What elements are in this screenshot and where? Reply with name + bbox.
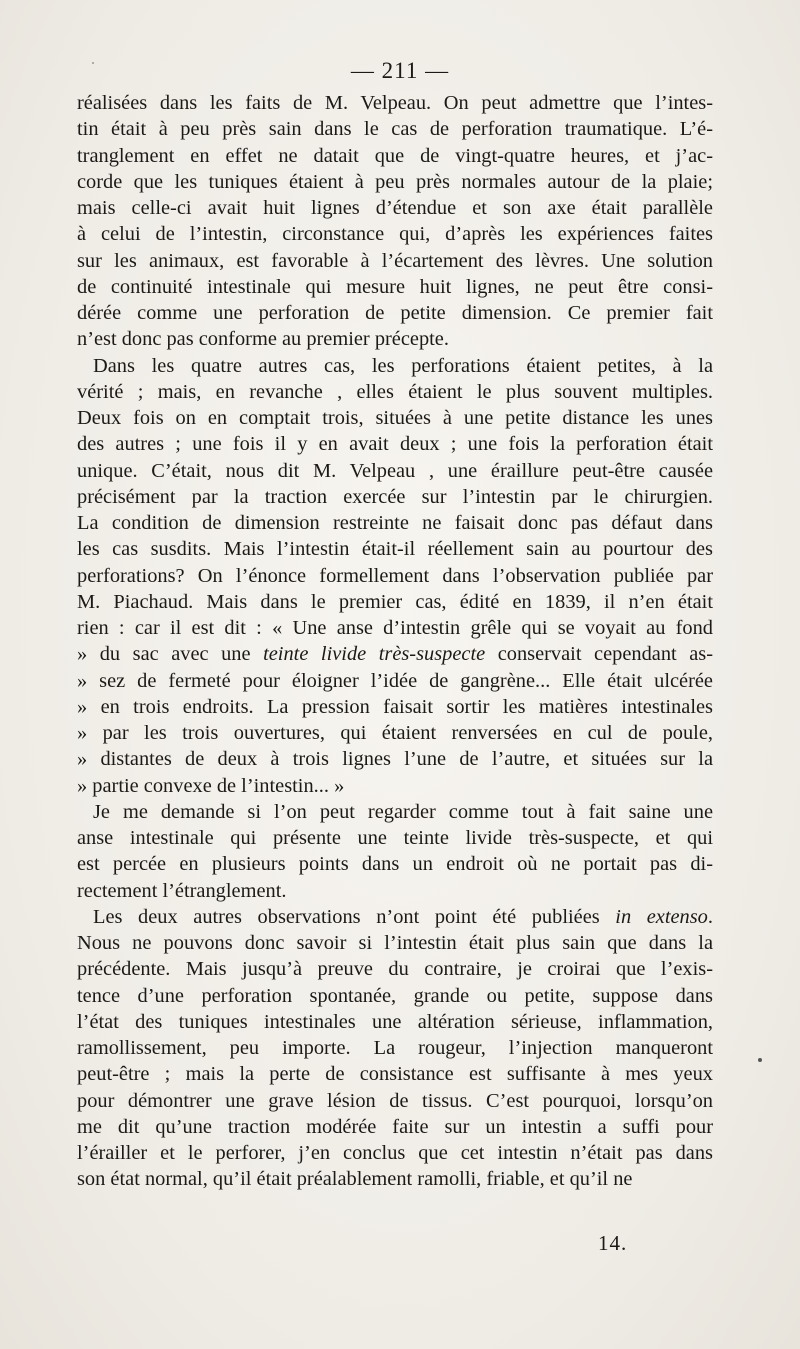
text-line: anse intestinale qui présente une teinte livide très-suspecte, et qui [77,827,713,849]
text-line: » partie convexe de l’intestin... » [77,774,345,797]
text-line: de continuité intestinale qui mesure huit lignes, ne peut être consi- [77,275,713,298]
text-line: dérée comme une perforation de petite dimension. Ce premier fait [77,302,713,324]
text-line: pour démontrer une grave lésion de tissus. C’est pourquoi, lorsqu’on [77,1089,713,1112]
text-line: son état normal, qu’il était préalablement ramolli, friable, et qu’il ne [77,1168,633,1191]
text-line: mais celle-ci avait huit lignes d’étendue et son axe était parallèle [77,197,713,219]
text-line: Dans les quatre autres cas, les perforations étaient petites, à la [93,354,713,377]
text-line: » par les trois ouvertures, qui étaient renversées en cul de poule, [77,722,713,744]
text-line: La condition de dimension restreinte ne faisait donc pas défaut dans [77,512,713,534]
text-line: rien : car il est dit : « Une anse d’intestin grêle qui se voyait au fond [77,617,713,639]
text-line: vérité ; mais, en revanche , elles étaient le plus souvent multiples. [77,380,713,403]
body-text [77,90,713,1193]
text-line: me dit qu’une traction modérée faite sur un intestin a suffi pour [77,1115,713,1138]
text-line: précédente. Mais jusqu’à preuve du contraire, je croirai que l’exis- [77,958,713,981]
text-line: » sez de fermeté pour éloigner l’idée de gangrène... Elle était ulcérée [77,669,713,692]
text-line: précisément par la traction exercée sur l’intestin par le chirurgien. [77,485,713,508]
text-line: Les deux autres observations n’ont point été publiées in extenso. [93,905,713,928]
text-line: l’état des tuniques intestinales une altération sérieuse, inflammation, [77,1010,713,1033]
text-line: sur les animaux, est favorable à l’écartement des lèvres. Une solution [77,249,713,272]
signature-mark: 14. [598,1231,628,1255]
text-line: réalisées dans les faits de M. Velpeau. On peut admettre que l’intes- [77,92,713,114]
text-line: » distantes de deux à trois lignes l’une de l’autre, et situées sur la [77,748,713,771]
text-line: l’érailler et le perforer, j’en conclus que cet intestin n’était pas dans [77,1142,713,1164]
text-line: Deux fois on en comptait trois, situées à une petite distance les unes [77,407,713,429]
text-line: » du sac avec une teinte livide très-suspecte conservait cependant as- [77,643,713,666]
page-number: — 211 — [350,58,450,83]
text-line: tin était à peu près sain dans le cas de perforation traumatique. L’é- [77,118,713,141]
text-line: est percée en plusieurs points dans un endroit où ne portait pas di- [77,853,713,876]
text-line: rectement l’étranglement. [77,879,287,902]
text-line: tence d’une perforation spontanée, grande ou petite, suppose dans [77,984,713,1007]
text-line: M. Piachaud. Mais dans le premier cas, édité en 1839, il n’en était [77,590,713,613]
text-line: » en trois endroits. La pression faisait sortir les matières intestinales [77,695,713,718]
text-line: perforations? On l’énonce formellement dans l’observation publiée par [77,564,713,587]
text-line: unique. C’était, nous dit M. Velpeau , une éraillure peut-être causée [77,459,713,482]
text-line: ramollissement, peu importe. La rougeur, l’injection manqueront [77,1037,713,1059]
text-line: corde que les tuniques étaient à peu près normales autour de la plaie; [77,170,713,193]
text-line: peut-être ; mais la perte de consistance est suffisante à mes yeux [77,1063,713,1086]
text-line: Je me demande si l’on peut regarder comme tout à fait saine une [93,800,713,823]
text-line: tranglement en effet ne datait que de vingt-quatre heures, et j’ac- [77,144,713,167]
ink-speck [92,62,94,64]
text-line: des autres ; une fois il y en avait deux ; une fois la perforation était [77,433,713,456]
text-line: les cas susdits. Mais l’intestin était-il réellement sain au pourtour des [77,538,713,561]
text-line: Nous ne pouvons donc savoir si l’intestin était plus sain que dans la [77,932,713,954]
text-line: à celui de l’intestin, circonstance qui, d’après les expériences faites [77,223,713,246]
ink-speck [758,1058,762,1062]
text-line: n’est donc pas conforme au premier précepte. [77,328,449,351]
